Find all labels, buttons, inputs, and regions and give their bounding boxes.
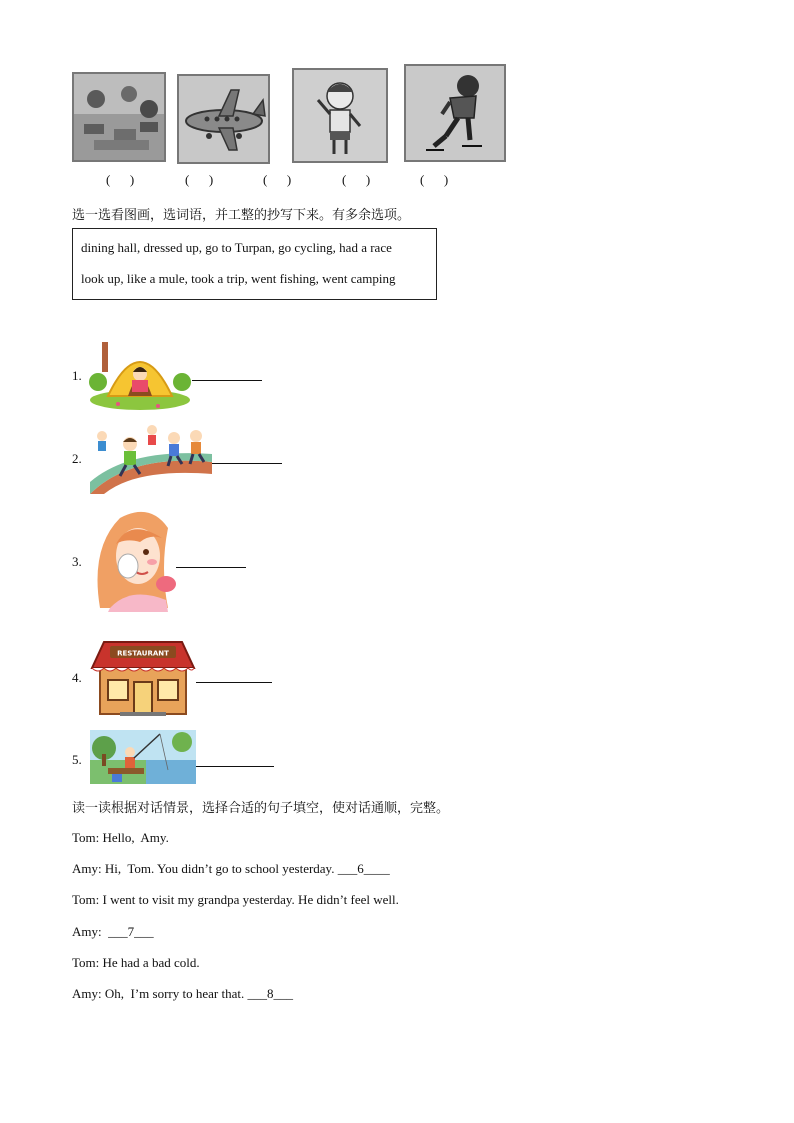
answer-blank-1[interactable] (192, 380, 262, 381)
question-1-image (88, 334, 192, 412)
dialogue-line-3 (72, 892, 399, 908)
answer-paren-3[interactable]: ( ) (263, 172, 292, 187)
question-number-2: 2. (72, 451, 82, 466)
question-number-1: 1. (72, 368, 82, 383)
fishing-icon (90, 730, 196, 784)
dining-hall-icon (74, 74, 164, 160)
dialogue-line-4 (72, 924, 154, 940)
photo-boy (292, 68, 388, 163)
dialogue-line-2 (72, 861, 390, 877)
dialogue-line-6 (72, 986, 293, 1002)
dialogue-text-1: Tom: Hello, Amy. (72, 830, 169, 845)
tent-camping-icon (88, 334, 192, 412)
photo-dining-hall (72, 72, 166, 162)
instruction-dialogue: 读一读根据对话情景，选择合适的句子填空，使对话通顺，完整。 (72, 801, 450, 816)
dialogue-text-5: Tom: He had a bad cold. (72, 955, 200, 970)
dialogue-line-1 (72, 830, 169, 846)
answer-blank-4[interactable] (196, 682, 272, 683)
question-number-5: 5. (72, 752, 82, 767)
question-4-image (90, 636, 196, 718)
photo-skater (404, 64, 506, 162)
dialogue-text-4: Amy: (72, 924, 109, 939)
dialogue-blank-8[interactable]: ___8___ (247, 986, 293, 1001)
answer-blank-2[interactable] (212, 463, 282, 464)
question-number-3: 3. (72, 554, 82, 569)
dialogue-text-6: Amy: Oh, I’m sorry to hear that. (72, 986, 248, 1001)
instruction-select-words: 选一选看图画，选词语，并工整的抄写下来。有多余选项。 (72, 208, 411, 223)
question-2-image (90, 424, 212, 494)
word-bank-box (72, 228, 437, 300)
answer-blank-5[interactable] (196, 766, 274, 767)
question-5-image (90, 730, 196, 784)
race-icon (90, 424, 212, 494)
answer-paren-5[interactable]: ( ) (420, 172, 449, 187)
answer-paren-1[interactable]: ( ) (106, 172, 135, 187)
restaurant-sign-text: RESTAURANT (117, 649, 169, 658)
restaurant-icon (90, 636, 196, 718)
question-number-4: 4. (72, 670, 82, 685)
dialogue-blank-6[interactable]: ___6____ (337, 861, 390, 876)
word-bank-line-2: look up, like a mule, took a trip, went fishing, went camping (81, 271, 396, 286)
dialogue-text-2: Amy: Hi, Tom. You didn’t go to school yesterday. (72, 861, 338, 876)
makeup-icon (90, 508, 178, 612)
word-bank-line-1: dining hall, dressed up, go to Turpan, go cycling, had a race (81, 240, 392, 255)
skating-icon (406, 66, 504, 160)
answer-blank-3[interactable] (176, 567, 246, 568)
dialogue-line-5 (72, 955, 200, 971)
question-3-image (90, 508, 178, 612)
boy-icon (294, 70, 386, 161)
answer-paren-4[interactable]: ( ) (342, 172, 371, 187)
dialogue-blank-7[interactable]: ___7___ (108, 924, 154, 939)
airplane-icon (179, 76, 268, 162)
photo-airplane (177, 74, 270, 164)
answer-paren-2[interactable]: ( ) (185, 172, 214, 187)
dialogue-text-3: Tom: I went to visit my grandpa yesterday. He didn’t feel well. (72, 892, 399, 907)
